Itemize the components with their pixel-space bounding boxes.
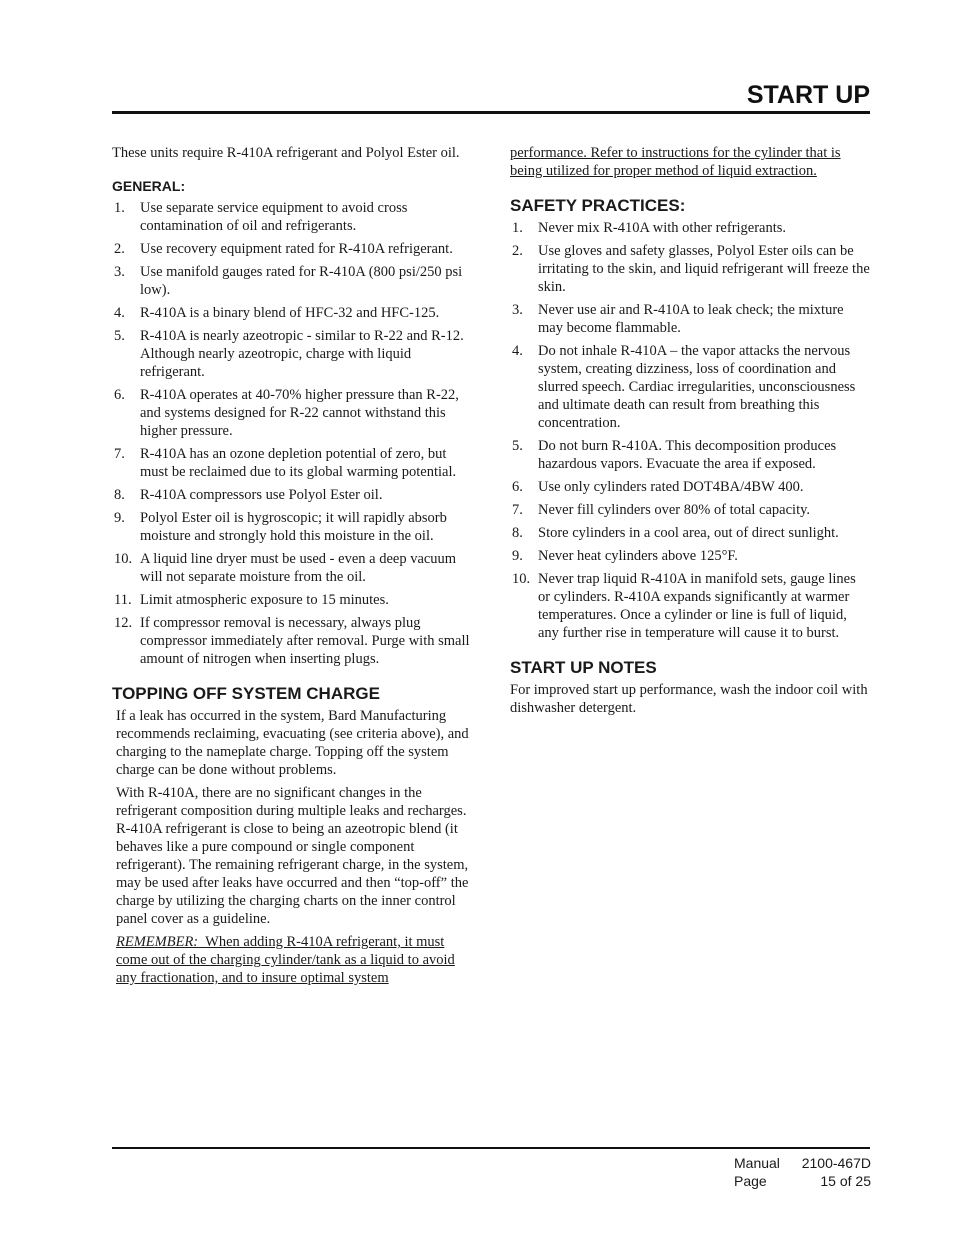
list-item-text: Use only cylinders rated DOT4BA/4BW 400. — [538, 479, 804, 495]
notes-text: For improved start up performance, wash the indoor coil with dishwasher detergent. — [510, 682, 868, 716]
list-item-text: R-410A compressors use Polyol Ester oil. — [140, 487, 383, 503]
topping-paragraph-2: With R-410A, there are no significant changes in the refrigerant composition during multiple leaks and recharges. R-410A refrigerant is close to being an azeotropic blend (it behaves like a pure compound or single component refrigerant). The remaining refrigerant charge, in the system, may be used after leaks have occurred and then “top-off” the charge by utilizing the charging charts on the inner control panel cover as a guideline. — [116, 785, 469, 927]
list-item-number: 10. — [512, 571, 531, 587]
intro-text: These units require R-410A refrigerant and Polyol Ester oil. — [112, 145, 460, 161]
list-item-number: 11. — [114, 592, 132, 608]
list-item — [510, 547, 870, 565]
header-rule — [112, 111, 870, 114]
list-item — [510, 570, 870, 642]
list-item-number: 4. — [512, 343, 523, 359]
list-item-text: R-410A is a binary blend of HFC-32 and HFC-125. — [140, 305, 440, 321]
list-item — [510, 242, 870, 296]
list-item — [112, 445, 472, 481]
list-item-number: 8. — [512, 525, 523, 541]
list-item-text: A liquid line dryer must be used - even a deep vacuum will not separate moisture from the oil. — [140, 551, 457, 585]
list-item-text: R-410A has an ozone depletion potential of zero, but must be reclaimed due to its global warming potential. — [140, 446, 457, 480]
general-list — [112, 199, 472, 668]
list-item — [510, 524, 870, 542]
list-item — [112, 614, 472, 668]
list-item-number: 4. — [114, 305, 125, 321]
list-item-text: If compressor removal is necessary, always plug compressor immediately after removal. Purge with small amount of nitrogen when inserting plugs. — [140, 615, 470, 667]
list-item — [112, 386, 472, 440]
footer — [734, 1154, 871, 1190]
list-item-number: 10. — [114, 551, 133, 567]
list-item-number: 7. — [114, 446, 125, 462]
list-item — [112, 240, 472, 258]
list-item-number: 5. — [114, 328, 125, 344]
list-item-number: 12. — [114, 615, 133, 631]
page-label: Page — [734, 1173, 767, 1189]
list-item-number: 7. — [512, 502, 523, 518]
list-item-text: Polyol Ester oil is hygroscopic; it will rapidly absorb moisture and strongly hold this moisture in the oil. — [140, 510, 447, 544]
topping-paragraph-1: If a leak has occurred in the system, Bard Manufacturing recommends reclaiming, evacuating (see criteria above), and charging to the nameplate charge. Topping off the system charge can be done without problems. — [116, 708, 469, 778]
topping-heading: TOPPING OFF SYSTEM CHARGE — [112, 684, 380, 703]
footer-manual-row — [734, 1154, 871, 1172]
list-item-number: 8. — [114, 487, 125, 503]
list-item — [112, 486, 472, 504]
list-item-text: Never fill cylinders over 80% of total capacity. — [538, 502, 811, 518]
notes-heading: START UP NOTES — [510, 658, 657, 677]
footer-rule — [112, 1147, 870, 1149]
list-item — [112, 509, 472, 545]
left-column — [112, 144, 472, 992]
list-item — [510, 342, 870, 432]
list-item — [510, 478, 870, 496]
list-item-number: 3. — [512, 302, 523, 318]
list-item-text: Do not inhale R-410A – the vapor attacks the nervous system, creating dizziness, loss of coordination and slurred speech. Cardiac irregularities, unconsciousness and ultimate death can result from breathing this concentration. — [538, 343, 856, 431]
list-item-text: Never mix R-410A with other refrigerants. — [538, 220, 787, 236]
list-item — [112, 591, 472, 609]
list-item-text: Use gloves and safety glasses, Polyol Ester oils can be irritating to the skin, and liquid refrigerant will freeze the skin. — [538, 243, 870, 295]
list-item — [112, 304, 472, 322]
remember-text: When adding R-410A refrigerant, it must come out of the charging cylinder/tank as a liquid to avoid any fractionation, and to insure optimal system — [116, 934, 455, 986]
list-item — [510, 437, 870, 473]
list-item — [112, 550, 472, 586]
list-item-number: 2. — [512, 243, 523, 259]
continuation-text: performance. Refer to instructions for the cylinder that is being utilized for proper method of liquid extraction. — [510, 145, 841, 179]
list-item — [112, 263, 472, 299]
list-item-number: 1. — [512, 220, 523, 236]
list-item-text: Limit atmospheric exposure to 15 minutes. — [140, 592, 389, 608]
list-item-text: Use recovery equipment rated for R-410A refrigerant. — [140, 241, 453, 257]
list-item-number: 1. — [114, 200, 125, 216]
list-item-number: 3. — [114, 264, 125, 280]
manual-number: 2100-467D — [801, 1155, 871, 1171]
list-item-text: R-410A is nearly azeotropic - similar to R-22 and R-12. Although nearly azeotropic, charge with liquid refrigerant. — [140, 328, 464, 380]
list-item — [510, 219, 870, 237]
safety-heading: SAFETY PRACTICES: — [510, 196, 686, 215]
page-title: START UP — [746, 81, 870, 109]
remember-label: REMEMBER: — [116, 934, 199, 950]
list-item-text: Never trap liquid R-410A in manifold sets, gauge lines or cylinders. R-410A expands significantly at warmer temperatures. Once a cylinder or line is full of liquid, any further rise in temperature will cause it to burst. — [538, 571, 856, 641]
list-item-number: 6. — [512, 479, 523, 495]
list-item-text: Do not burn R-410A. This decomposition produces hazardous vapors. Evacuate the area if exposed. — [538, 438, 837, 472]
list-item — [112, 327, 472, 381]
list-item — [510, 301, 870, 337]
list-item-number: 6. — [114, 387, 125, 403]
manual-label: Manual — [734, 1155, 780, 1171]
right-column — [510, 144, 870, 717]
list-item — [112, 199, 472, 235]
list-item — [510, 501, 870, 519]
list-item-text: Store cylinders in a cool area, out of direct sunlight. — [538, 525, 839, 541]
general-heading: GENERAL: — [112, 178, 186, 194]
safety-list — [510, 219, 870, 642]
list-item-text: R-410A operates at 40-70% higher pressure than R-22, and systems designed for R-22 cannot withstand this higher pressure. — [140, 387, 459, 439]
page-number: 15 of 25 — [820, 1173, 871, 1189]
list-item-text: Never use air and R-410A to leak check; the mixture may become flammable. — [538, 302, 844, 336]
list-item-number: 9. — [512, 548, 523, 564]
list-item-text: Never heat cylinders above 125°F. — [538, 548, 738, 564]
list-item-number: 5. — [512, 438, 523, 454]
list-item-text: Use manifold gauges rated for R-410A (800 psi/250 psi low). — [140, 264, 463, 298]
remember-note — [116, 933, 472, 987]
footer-page-row — [734, 1172, 871, 1190]
list-item-text: Use separate service equipment to avoid cross contamination of oil and refrigerants. — [140, 200, 408, 234]
list-item-number: 9. — [114, 510, 125, 526]
list-item-number: 2. — [114, 241, 125, 257]
